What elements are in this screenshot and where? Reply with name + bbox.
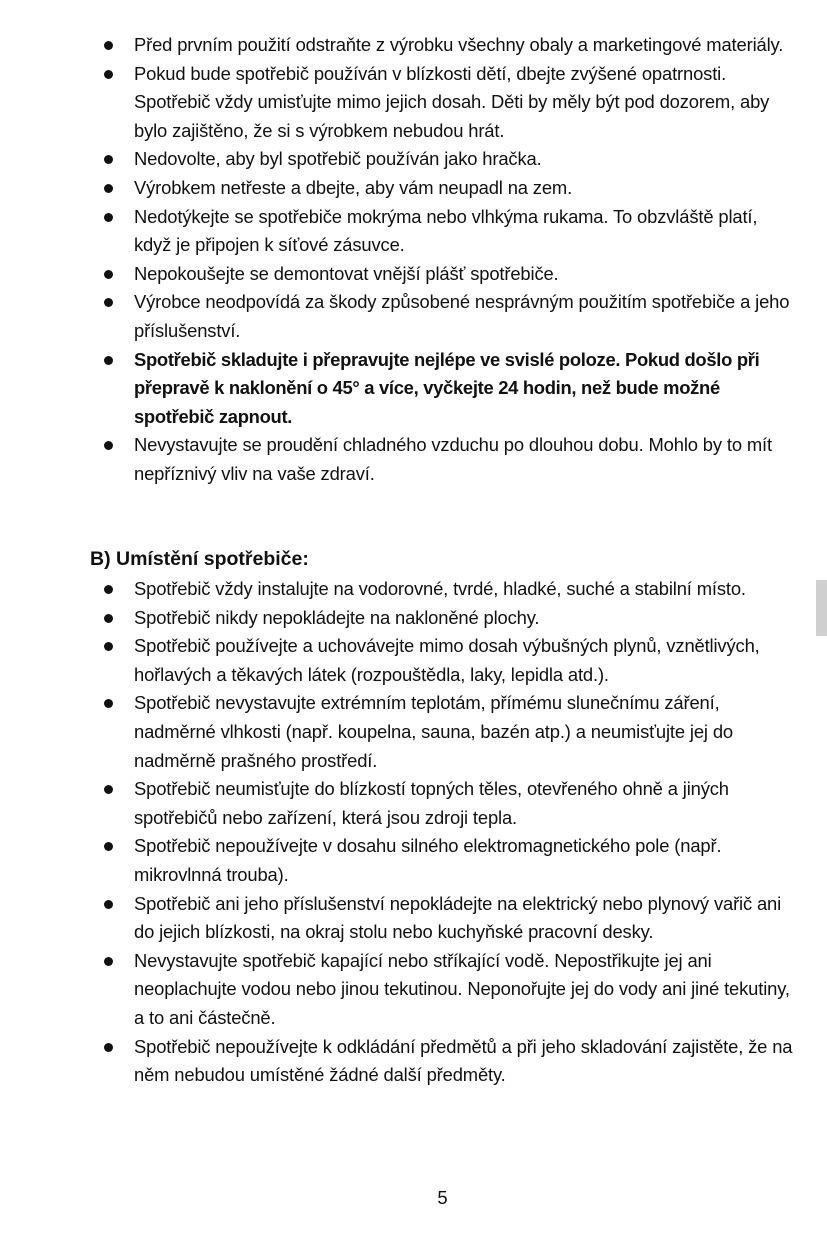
list-item: Spotřebič nikdy nepokládejte na nakloněné plochy.: [98, 604, 798, 633]
list-item: Výrobkem netřeste a dbejte, aby vám neupadl na zem.: [98, 174, 798, 203]
list-item: Spotřebič používejte a uchovávejte mimo dosah výbušných plynů, vznětlivých, hořlavých a těkavých látek (rozpouštědla, laky, lepidla atd.).: [98, 632, 798, 689]
list-item: Nedotýkejte se spotřebiče mokrýma nebo vlhkýma rukama. To obzvláště platí, když je připojen k síťové zásuvce.: [98, 203, 798, 260]
list-item: Nedovolte, aby byl spotřebič používán jako hračka.: [98, 145, 798, 174]
list-item: Spotřebič nepoužívejte v dosahu silného elektromagnetického pole (např. mikrovlnná trouba).: [98, 832, 798, 889]
list-item: Spotřebič vždy instalujte na vodorovné, tvrdé, hladké, suché a stabilní místo.: [98, 575, 798, 604]
list-item: Výrobce neodpovídá za škody způsobené nesprávným použitím spotřebiče a jeho příslušenství.: [98, 288, 798, 345]
safety-instructions-list: [98, 31, 798, 489]
list-item: Nevystavujte se proudění chladného vzduchu po dlouhou dobu. Mohlo by to mít nepříznivý vliv na vaše zdraví.: [98, 431, 798, 488]
list-item: Pokud bude spotřebič používán v blízkosti dětí, dbejte zvýšené opatrnosti. Spotřebič vždy umisťujte mimo jejich dosah. Děti by měly být pod dozorem, aby bylo zajištěno, že si s výrobkem nebudou hrát.: [98, 60, 798, 146]
list-item: Spotřebič neumisťujte do blízkostí topných těles, otevřeného ohně a jiných spotřebičů nebo zařízení, která jsou zdroji tepla.: [98, 775, 798, 832]
list-item-bold-warning: Spotřebič skladujte i přepravujte nejlépe ve svislé poloze. Pokud došlo při přepravě k naklonění o 45° a více, vyčkejte 24 hodin, než bude možné spotřebič zapnout.: [98, 346, 798, 432]
placement-instructions-list: [98, 575, 798, 1090]
list-item: Nepokoušejte se demontovat vnější plášť spotřebiče.: [98, 260, 798, 289]
section-b-heading: B) Umístění spotřebiče:: [90, 548, 309, 570]
scrollbar-thumb[interactable]: [816, 580, 827, 636]
list-item: Před prvním použití odstraňte z výrobku všechny obaly a marketingové materiály.: [98, 31, 798, 60]
list-item: Spotřebič ani jeho příslušenství nepokládejte na elektrický nebo plynový vařič ani do jejich blízkosti, na okraj stolu nebo kuchyňské pracovní desky.: [98, 890, 798, 947]
page-number: 5: [437, 1187, 448, 1208]
list-item: Nevystavujte spotřebič kapající nebo stříkající vodě. Nepostřikujte jej ani neoplachujte vodou nebo jinou tekutinou. Neponořujte jej do vody ani jiné tekutiny, a to ani částečně.: [98, 947, 798, 1033]
list-item: Spotřebič nevystavujte extrémním teplotám, přímému slunečnímu záření, nadměrné vlhkosti (např. koupelna, sauna, bazén atp.) a neumisťujte jej do nadměrně prašného prostředí.: [98, 689, 798, 775]
list-item: Spotřebič nepoužívejte k odkládání předmětů a při jeho skladování zajistěte, že na něm nebudou umístěné žádné další předměty.: [98, 1033, 798, 1090]
